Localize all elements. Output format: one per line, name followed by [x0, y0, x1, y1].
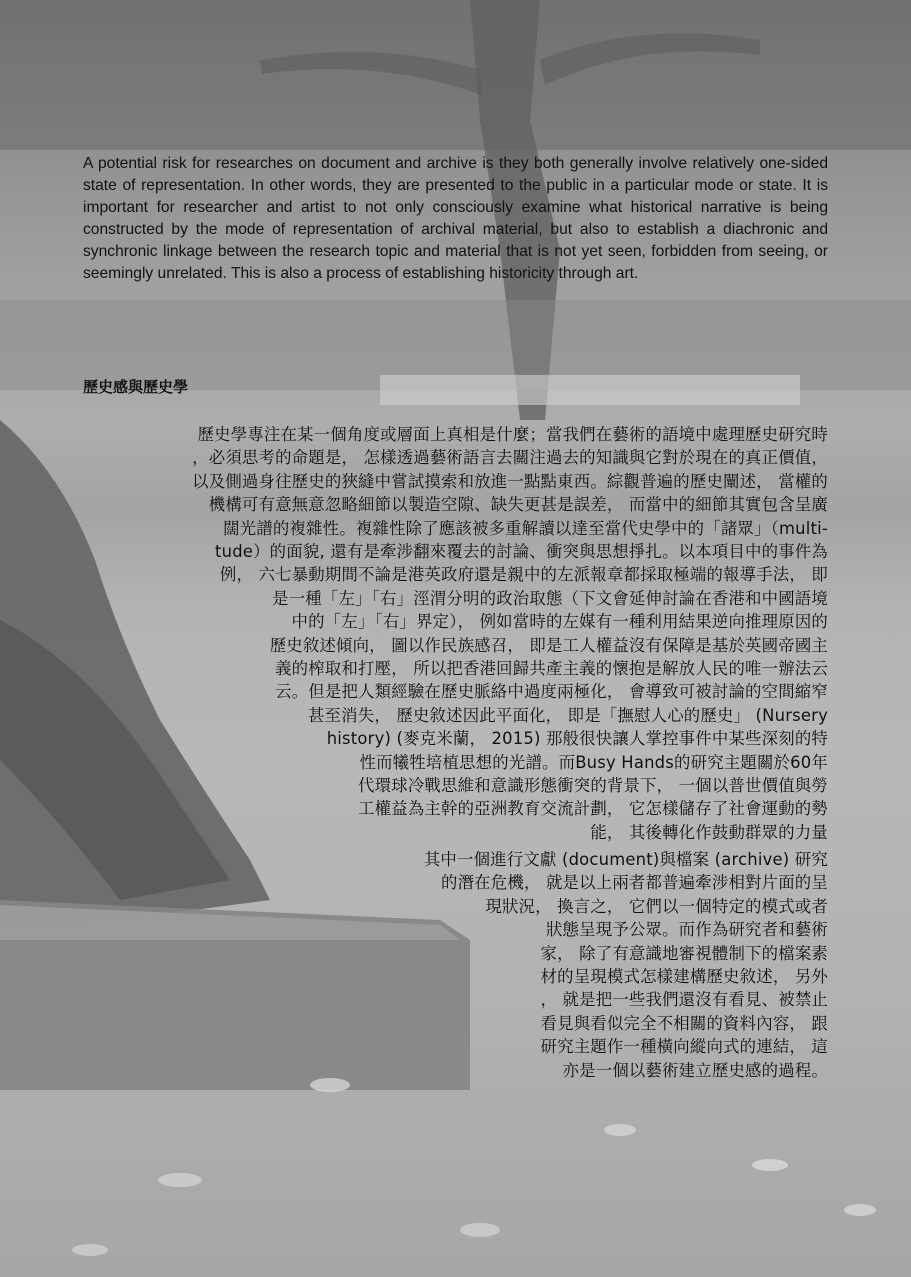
chinese-paragraph-1-line: 機構可有意無意忽略細節以製造空隙、缺失更甚是誤差， 而當中的細節其實包含呈廣 — [208, 495, 828, 515]
section-heading: 歷史感與歷史學 — [83, 378, 189, 396]
chinese-paragraph-1-line: ，必須思考的命題是， 怎樣透過藝術語言去關注過去的知識與它對於現在的真正價值， — [192, 448, 828, 468]
chinese-paragraph-2-line: 狀態呈現予公眾。而作為研究者和藝術 — [545, 920, 828, 940]
chinese-paragraph-1-line: 代環球冷戰思維和意識形態衝突的背景下， 一個以普世價值與勞 — [358, 776, 828, 795]
chinese-paragraph-2-line: ， 就是把一些我們還沒有看見、被禁止 — [540, 990, 828, 1010]
chinese-paragraph-1-line: 云。但是把人類經驗在歷史脈絡中過度兩極化， 會導致可被討論的空間縮窄 — [275, 682, 828, 702]
chinese-paragraph-2-line: 材的呈現模式怎樣建構歷史敘述， 另外 — [540, 967, 828, 986]
chinese-paragraph-1-line: 歷史學專注在某一個角度或層面上真相是什麼；當我們在藝術的語境中處理歷史研究時 — [197, 425, 828, 444]
chinese-paragraph-1-line: 工權益為主幹的亞洲教育交流計劃， 它怎樣儲存了社會運動的勢 — [358, 799, 828, 819]
chinese-paragraph-1-line: 以及側過身往歷史的狹縫中嘗試摸索和放進一點點東西。綜觀普遍的歷史闡述， 當權的 — [192, 471, 828, 491]
chinese-paragraph-1-line: history) (麥克米蘭， 2015) 那般很快讓人掌控事件中某些深刻的特 — [326, 729, 828, 749]
chinese-paragraph-1-line: 例， 六七暴動期間不論是港英政府還是親中的左派報章都採取極端的報導手法， 即 — [219, 565, 828, 585]
chinese-paragraph-1-line: 能， 其後轉化作鼓動群眾的力量 — [590, 822, 828, 842]
chinese-paragraph-2-line: 現狀況， 換言之， 它們以一個特定的模式或者 — [485, 896, 828, 916]
english-paragraph: A potential risk for researches on document and archive is they both generally involve relatively one-sided state of representation. In other words, they are presented to the public in a particular mode or state. It is important for researcher and artist to not only consciously examine what historical narrative is being constructed by the mode of representation of archival material, but also to establish a diachronic and synchronic linkage between the research topic and material that is not yet seen, forbidden from seeing, or seemingly unrelated. This is also a process of establishing historicity through art. — [83, 155, 828, 282]
chinese-paragraph-1-line: tude）的面貌, 還有是牽涉翻來覆去的討論、衝突與思想掙扎。以本項目中的事件為 — [214, 542, 828, 561]
chinese-paragraph-1-line: 性而犧牲培植思想的光譜。而Busy Hands的研究主題關於60年 — [359, 752, 828, 772]
chinese-paragraph-1-line: 義的榨取和打壓， 所以把香港回歸共產主義的懷抱是解放人民的唯一辦法云 — [275, 659, 828, 678]
chinese-paragraph-1-line: 甚至消失， 歷史敘述因此平面化， 即是「撫慰人心的歷史」 (Nursery — [307, 705, 828, 725]
chinese-paragraph-2-line: 亦是一個以藝術建立歷史感的過程。 — [562, 1060, 828, 1080]
chinese-paragraph-1-line: 闊光譜的複雜性。複雜性除了應該被多重解讀以達至當代史學中的「諸眾」（multi- — [223, 518, 828, 538]
chinese-paragraph-2-line: 看見與看似完全不相關的資料內容， 跟 — [540, 1013, 828, 1033]
chinese-paragraph-2-line: 研究主題作一種橫向縱向式的連結， 這 — [540, 1037, 828, 1057]
chinese-paragraph-2-line: 其中一個進行文獻 (document)與檔案 (archive) 研究 — [423, 850, 828, 869]
chinese-paragraph-1-line: 是一種「左」「右」涇渭分明的政治取態（下文會延伸討論在香港和中國語境 — [272, 588, 828, 608]
chinese-paragraph-1-line: 歷史敘述傾向， 圖以作民族感召， 即是工人權益沒有保障是基於英國帝國主 — [269, 635, 828, 655]
chinese-paragraph-2-line: 的潛在危機， 就是以上兩者都普遍牽涉相對片面的呈 — [441, 873, 828, 893]
chinese-paragraph-1-line: 中的「左」「右」界定）， 例如當時的左媒有一種利用結果逆向推理原因的 — [291, 612, 828, 632]
chinese-paragraph-2-line: 家， 除了有意識地審視體制下的檔案素 — [540, 943, 828, 963]
